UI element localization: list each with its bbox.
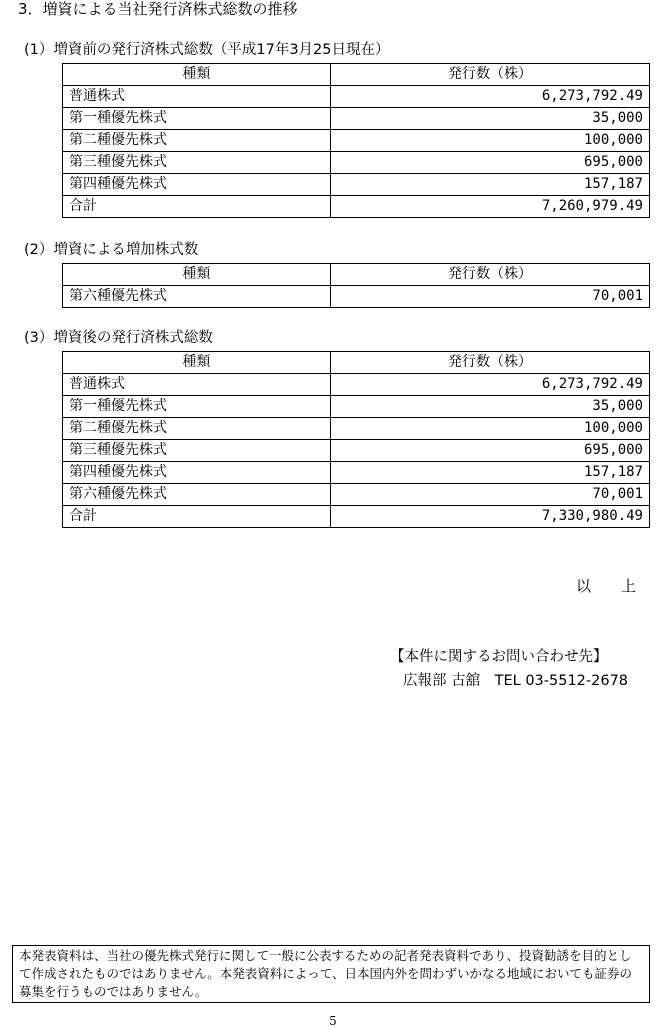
- row-value: 6,273,792.49: [331, 374, 650, 396]
- row-value: 70,001: [331, 286, 650, 308]
- row-value: 157,187: [331, 174, 650, 196]
- table-row-total: [63, 196, 650, 218]
- col-type-header: 種類: [63, 264, 331, 286]
- row-label: 第六種優先株式: [63, 286, 331, 308]
- table-increase: [62, 263, 650, 308]
- row-label: 普通株式: [63, 374, 331, 396]
- row-value: 100,000: [331, 418, 650, 440]
- row-label: 第二種優先株式: [63, 418, 331, 440]
- col-count-header: 発行数（株）: [331, 64, 650, 86]
- table-row: [63, 130, 650, 152]
- table-row: [63, 374, 650, 396]
- row-label: 第三種優先株式: [63, 152, 331, 174]
- table-row: [63, 484, 650, 506]
- col-type-header: 種類: [63, 64, 331, 86]
- table-before-increase: [62, 63, 650, 218]
- contact-title: 【本件に関するお問い合わせ先】: [390, 649, 608, 665]
- col-type-header: 種類: [63, 352, 331, 374]
- row-value: 70,001: [331, 484, 650, 506]
- row-label: 第四種優先株式: [63, 462, 331, 484]
- row-value: 7,330,980.49: [331, 506, 650, 528]
- section-2-title: (2）増資による増加株式数: [24, 242, 199, 258]
- table-after-increase: [62, 351, 650, 528]
- closing-mark: 以 上: [576, 577, 637, 595]
- row-label: 第二種優先株式: [63, 130, 331, 152]
- table-row: [63, 396, 650, 418]
- page-number: 5: [329, 1014, 337, 1028]
- row-value: 35,000: [331, 396, 650, 418]
- table-row: [63, 108, 650, 130]
- row-label: 合計: [63, 506, 331, 528]
- row-value: 6,273,792.49: [331, 86, 650, 108]
- row-value: 157,187: [331, 462, 650, 484]
- page-heading: 3．増資による当社発行済株式総数の推移: [18, 0, 298, 18]
- table-header-row: [63, 64, 650, 86]
- table-row: [63, 462, 650, 484]
- row-label: 第三種優先株式: [63, 440, 331, 462]
- section-1-title: (1）増資前の発行済株式総数（平成17年3月25日現在）: [24, 42, 390, 58]
- disclaimer-box: [12, 945, 650, 1003]
- row-value: 100,000: [331, 130, 650, 152]
- table-row: [63, 174, 650, 196]
- table-row: [63, 286, 650, 308]
- section-3-title: (3）増資後の発行済株式総数: [24, 330, 213, 346]
- row-label: 第四種優先株式: [63, 174, 331, 196]
- table-row: [63, 418, 650, 440]
- col-count-header: 発行数（株）: [331, 352, 650, 374]
- row-label: 合計: [63, 196, 331, 218]
- row-value: 695,000: [331, 152, 650, 174]
- table-row: [63, 86, 650, 108]
- table-header-row: [63, 264, 650, 286]
- col-count-header: 発行数（株）: [331, 264, 650, 286]
- table-row: [63, 152, 650, 174]
- row-value: 35,000: [331, 108, 650, 130]
- contact-info: 広報部 古舘 TEL 03-5512-2678: [403, 673, 629, 689]
- row-label: 第一種優先株式: [63, 108, 331, 130]
- row-value: 695,000: [331, 440, 650, 462]
- table-row-total: [63, 506, 650, 528]
- row-label: 普通株式: [63, 86, 331, 108]
- table-row: [63, 440, 650, 462]
- disclaimer-text: 本発表資料は、当社の優先株式発行に関して一般に公表するための記者発表資料であり、投資勧誘を目的として作成されたものではありません。本発表資料によって、日本国内外を問わずいかなる地域においても証券の募集を行うものではありません。: [19, 948, 633, 999]
- row-label: 第一種優先株式: [63, 396, 331, 418]
- table-header-row: [63, 352, 650, 374]
- row-label: 第六種優先株式: [63, 484, 331, 506]
- row-value: 7,260,979.49: [331, 196, 650, 218]
